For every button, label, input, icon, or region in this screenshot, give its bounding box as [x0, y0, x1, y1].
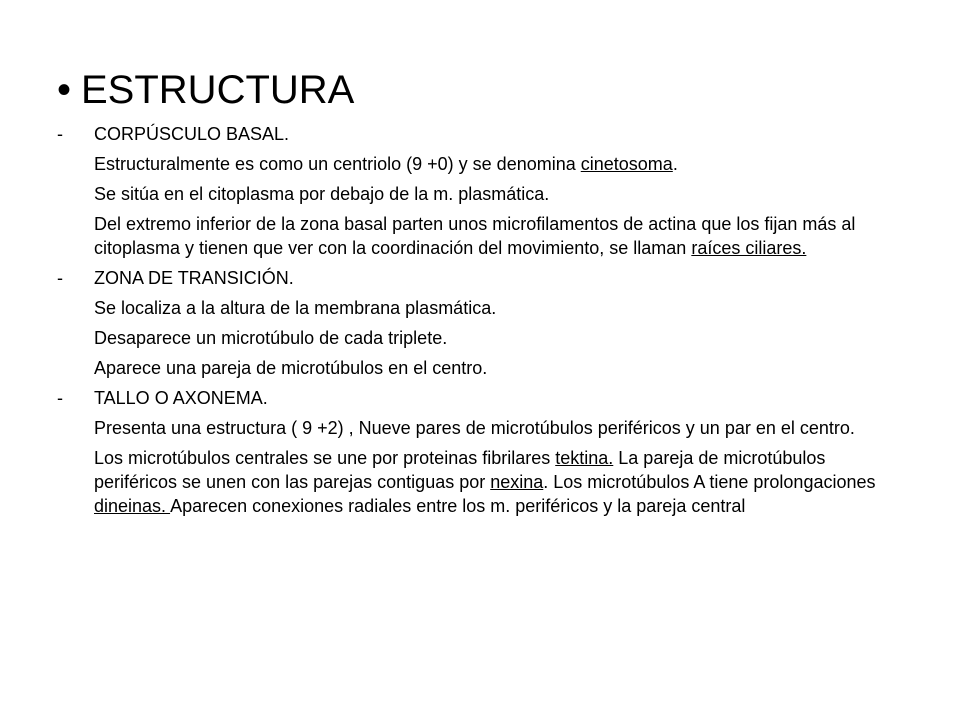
- title-bullet: •: [57, 68, 72, 112]
- paragraph: [94, 212, 887, 260]
- paragraph: [94, 446, 887, 518]
- slide-body: [57, 122, 887, 524]
- heading-text: CORPÚSCULO BASAL.: [94, 124, 290, 144]
- text-run: Del extremo inferior de la zona basal parten unos microfilamentos de actina que los fijan más al citoplasma y tienen que ver con la coordinación del movimiento, se llaman: [94, 214, 856, 258]
- underlined-term: dineinas.: [94, 496, 171, 516]
- dash-marker: -: [57, 388, 63, 408]
- text-run: Aparecen conexiones radiales entre los m. periféricos y la pareja central: [170, 496, 746, 516]
- text-run: . Los microtúbulos A tiene prolongaciones: [543, 472, 876, 492]
- underlined-term: tektina.: [555, 448, 614, 468]
- paragraph: Se localiza a la altura de la membrana plasmática.: [94, 298, 497, 318]
- heading-text: ZONA DE TRANSICIÓN.: [94, 268, 294, 288]
- paragraph: Presenta una estructura ( 9 +2) , Nueve pares de microtúbulos periféricos y un par en el centro.: [94, 418, 855, 438]
- dash-marker: -: [57, 268, 63, 288]
- slide-title: [57, 64, 354, 116]
- section-heading-corpusculo-basal: [57, 122, 887, 146]
- text-run: .: [672, 154, 678, 174]
- dash-marker: -: [57, 124, 63, 144]
- text-run: Los microtúbulos centrales se une por proteinas fibrilares: [94, 448, 556, 468]
- section-heading-zona-transicion: [57, 266, 887, 290]
- underlined-term: raíces ciliares.: [691, 238, 807, 258]
- underlined-term: cinetosoma: [580, 154, 673, 174]
- text-run: Estructuralmente es como un centriolo (9 +0) y se denomina: [94, 154, 581, 174]
- paragraph: Desaparece un microtúbulo de cada triplete.: [94, 328, 448, 348]
- section-heading-tallo-axonema: [57, 386, 887, 410]
- paragraph: Se sitúa en el citoplasma por debajo de la m. plasmática.: [94, 184, 550, 204]
- paragraph: Aparece una pareja de microtúbulos en el centro.: [94, 358, 488, 378]
- title-text: ESTRUCTURA: [81, 68, 355, 112]
- text-run: La pareja de microtúbulos periféricos se unen con las parejas contiguas por: [94, 448, 826, 492]
- heading-text: TALLO O AXONEMA.: [94, 388, 268, 408]
- paragraph: [94, 152, 887, 176]
- underlined-term: nexina: [490, 472, 544, 492]
